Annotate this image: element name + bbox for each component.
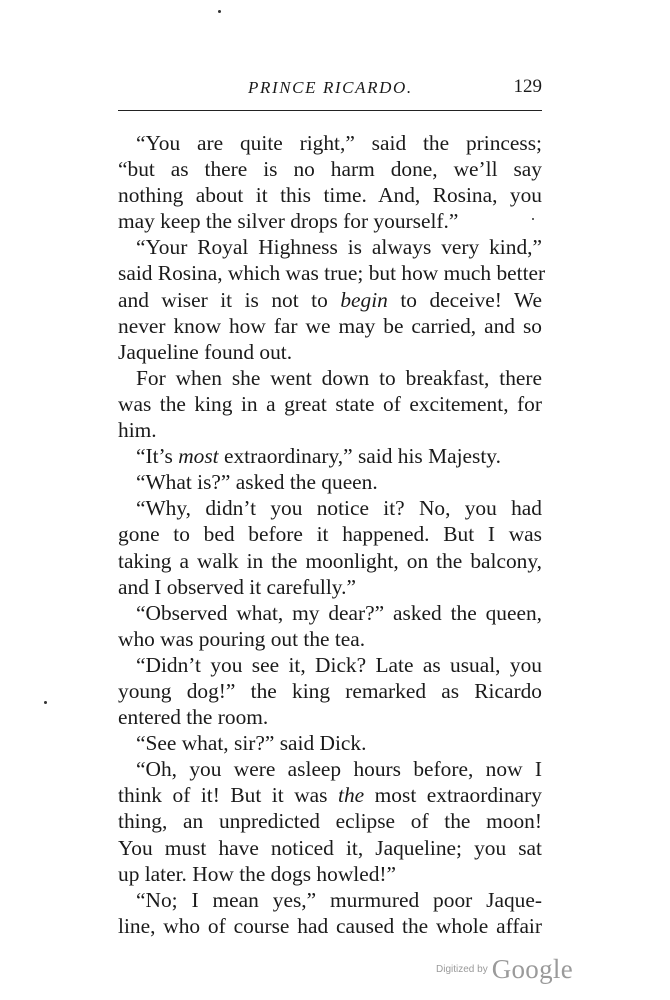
text-line: “Observed what, my dear?” asked the queen, — [136, 600, 542, 625]
digitized-by-google-watermark — [436, 954, 573, 985]
page-number: 129 — [513, 76, 542, 97]
google-logo-text: Google — [491, 954, 573, 984]
text-line: “Your Royal Highness is always very kind,” — [136, 235, 542, 260]
text-line: up later. How the dogs howled!” — [118, 861, 397, 886]
text-line: “No; I mean yes,” murmured poor Jaque- — [136, 887, 542, 912]
text-line: thing, an unpredicted eclipse of the moon! — [118, 809, 542, 834]
text-line: him. — [118, 418, 157, 443]
text-line: “It’s most extraordinary,” said his Majesty. — [136, 444, 501, 469]
text-line: was the king in a great state of excitement, for — [118, 391, 542, 416]
text-line: “Why, didn’t you notice it? No, you had — [136, 496, 542, 521]
text-line: “You are quite right,” said the princess; — [136, 131, 542, 155]
text-line: gone to bed before it happened. But I was — [118, 522, 542, 547]
text-line: said Rosina, which was true; but how much better — [118, 261, 546, 286]
text-line: Jaqueline found out. — [118, 339, 293, 364]
emphasis: begin — [340, 287, 388, 312]
text-line: taking a walk in the moonlight, on the balcony, — [118, 548, 542, 573]
text-line: young dog!” the king remarked as Ricardo — [118, 678, 542, 703]
text-line: who was pouring out the tea. — [118, 626, 366, 651]
text-line: never know how far we may be carried, and so — [118, 313, 542, 338]
ink-speck — [218, 10, 221, 13]
text-line: “What is?” asked the queen. — [136, 470, 378, 495]
text-line: and I observed it carefully.” — [118, 574, 356, 599]
text-line: “Oh, you were asleep hours before, now I — [136, 757, 542, 782]
body-text — [118, 130, 546, 939]
emphasis: the — [338, 783, 365, 808]
watermark-prefix: Digitized by — [436, 964, 488, 975]
ink-speck — [44, 701, 47, 704]
emphasis: most — [178, 444, 219, 469]
text-line: nothing about it this time. And, Rosina, you — [118, 183, 542, 208]
text-line: think of it! But it was the most extraordinary — [118, 783, 542, 808]
text-line: may keep the silver drops for yourself.” — [118, 209, 459, 234]
text-line: “but as there is no harm done, we’ll say — [118, 157, 542, 182]
text-line: “See what, sir?” said Dick. — [136, 731, 367, 756]
text-line: line, who of course had caused the whole affair — [118, 913, 542, 938]
text-line: entered the room. — [118, 705, 269, 730]
header-rule — [118, 110, 542, 111]
running-title: PRINCE RICARDO. — [248, 78, 413, 97]
text-line: and wiser it is not to begin to deceive! We — [118, 287, 543, 312]
text-line: You must have noticed it, Jaqueline; you sat — [118, 835, 542, 860]
text-line: “Didn’t you see it, Dick? Late as usual, you — [136, 652, 542, 677]
text-line: For when she went down to breakfast, there — [136, 365, 542, 390]
page-header — [118, 76, 542, 100]
